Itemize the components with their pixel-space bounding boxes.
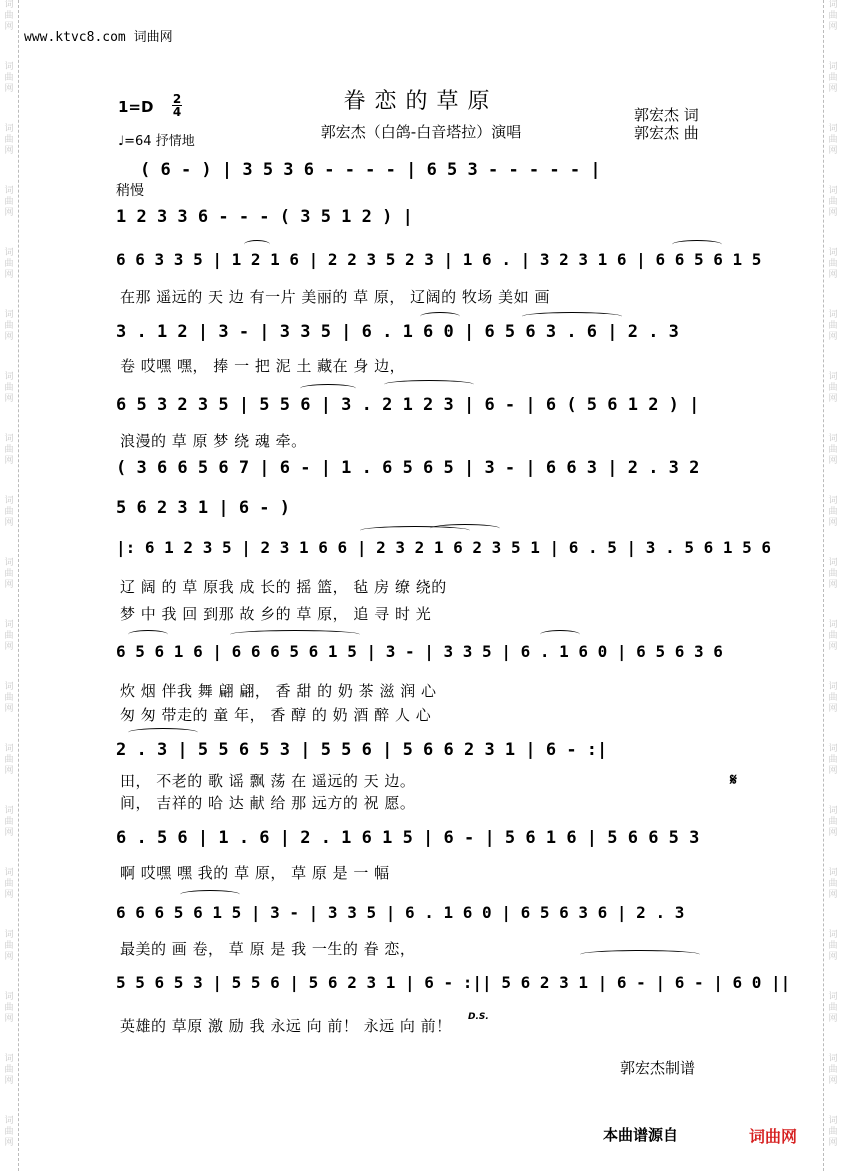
watermark-text: 词 曲 网 xyxy=(828,186,838,218)
slur xyxy=(230,630,360,639)
watermark-text: 词 曲 网 xyxy=(828,868,838,900)
lyric-line-1: 在那 遥远的 天 边 有一片 美丽的 草 原， 辽阔的 牧场 美如 画 xyxy=(120,288,550,306)
watermark-text: 词 曲 网 xyxy=(4,124,14,156)
key-signature: 1=D xyxy=(118,98,154,116)
slur xyxy=(300,384,356,393)
score-line-11: 6 . 5 6 | 1 . 6 | 2 . 1 6 1 5 | 6 - | 5 6 1 6 | 5 6 6 5 3 xyxy=(116,828,700,848)
time-signature-top: 2 xyxy=(172,92,182,106)
score-line-8: |: 6 1 2 3 5 | 2 3 1 6 6 | 2 3 2 1 6 2 3 5 1 | 6 . 5 | 3 . 5 6 1 5 6 xyxy=(116,538,772,557)
lyric-line-8: 田， 不老的 歌 谣 飘 荡 在 遥远的 天 边。 xyxy=(120,772,416,790)
time-signature xyxy=(172,93,182,118)
lyric-line-5: 梦 中 我 回 到那 故 乡的 草 原， 追 寻 时 光 xyxy=(120,605,432,623)
lyric-line-2: 卷 哎嘿 嘿， 捧 一 把 泥 土 藏在 身 边， xyxy=(120,357,406,375)
watermark-text: 词 曲 网 xyxy=(4,372,14,404)
watermark-text: 词 曲 网 xyxy=(828,558,838,590)
slur xyxy=(540,630,580,639)
watermark-text: 词 曲 网 xyxy=(828,806,838,838)
lyric-line-7: 匆 匆 带走的 童 年， 香 醇 的 奶 酒 醉 人 心 xyxy=(120,706,432,724)
composer-credit: 郭宏杰 曲 xyxy=(634,124,699,142)
watermark-text: 词 曲 网 xyxy=(4,310,14,342)
tempo-marking: ♩=64 抒情地 xyxy=(118,134,195,149)
watermark-text: 词 曲 网 xyxy=(828,496,838,528)
lyric-line-3: 浪漫的 草 原 梦 绕 魂 牵。 xyxy=(120,432,307,450)
score-line-5: 6 5 3 2 3 5 | 5 5 6 | 3 . 2 1 2 3 | 6 - | 6 ( 5 6 1 2 ) | xyxy=(116,395,700,415)
slur xyxy=(180,890,240,899)
score-line-1: ( 6 - ) | 3 5 3 6 - - - - | 6 5 3 - - - - - | xyxy=(140,160,601,180)
source-brand: 词曲网 xyxy=(749,1127,798,1146)
lyric-line-4: 辽 阔 的 草 原我 成 长的 摇 篮， 毡 房 缭 绕的 xyxy=(120,578,447,596)
watermark-text: 词 曲 网 xyxy=(4,992,14,1024)
score-line-4: 3 . 1 2 | 3 - | 3 3 5 | 6 . 1 6 0 | 6 5 6 3 . 6 | 2 . 3 xyxy=(116,322,679,342)
watermark-text: 词 曲 网 xyxy=(4,682,14,714)
lyric-line-11: 最美的 画 卷， 草 原 是 我 一生的 眷 恋， xyxy=(120,940,416,958)
watermark-text: 词 曲 网 xyxy=(828,1054,838,1086)
lyric-line-9: 间， 吉祥的 哈 达 献 给 那 远方的 祝 愿。 xyxy=(120,794,416,812)
watermark-text: 词 曲 网 xyxy=(828,62,838,94)
watermark-text: 词 曲 网 xyxy=(4,0,14,32)
watermark-text: 词 曲 网 xyxy=(828,682,838,714)
slur xyxy=(128,728,198,737)
slur xyxy=(128,630,168,639)
watermark-text: 词 曲 网 xyxy=(828,1116,838,1148)
slur xyxy=(420,312,460,321)
watermark-text: 词 曲 网 xyxy=(4,1116,14,1148)
watermark-text: 词 曲 网 xyxy=(828,372,838,404)
watermark-text: 词 曲 网 xyxy=(4,248,14,280)
score-line-12: 6 6 6 5 6 1 5 | 3 - | 3 3 5 | 6 . 1 6 0 | 6 5 6 3 6 | 2 . 3 xyxy=(116,903,685,922)
source-label: 本曲谱源自 xyxy=(603,1126,679,1144)
watermark-text: 词 曲 网 xyxy=(828,124,838,156)
watermark-text: 词 曲 网 xyxy=(828,992,838,1024)
slur xyxy=(244,240,270,249)
watermark-text: 词 曲 网 xyxy=(4,558,14,590)
score-line-9: 6 5 6 1 6 | 6 6 6 5 6 1 5 | 3 - | 3 3 5 | 6 . 1 6 0 | 6 5 6 3 6 xyxy=(116,642,723,661)
watermark-text: 词 曲 网 xyxy=(4,868,14,900)
watermark-text: 词 曲 网 xyxy=(4,1054,14,1086)
time-signature-bottom: 4 xyxy=(172,105,182,119)
site-header: www.ktvc8.com 词曲网 xyxy=(24,30,173,45)
watermark-text: 词 曲 网 xyxy=(4,186,14,218)
watermark-text: 词 曲 网 xyxy=(828,434,838,466)
watermark-text: 词 曲 网 xyxy=(828,930,838,962)
lyric-line-12: 英雄的 草原 激 励 我 永远 向 前！ 永远 向 前！ xyxy=(120,1017,452,1035)
watermark-text: 词 曲 网 xyxy=(828,248,838,280)
song-title: 眷恋的草原 xyxy=(343,89,499,114)
performer-credit: 郭宏杰（白鸽-白音塔拉）演唱 xyxy=(320,123,522,141)
watermark-text: 词 曲 网 xyxy=(4,434,14,466)
watermark-text: 词 曲 网 xyxy=(4,744,14,776)
score-line-13: 5 5 6 5 3 | 5 5 6 | 5 6 2 3 1 | 6 - :|| 5 6 2 3 1 | 6 - | 6 - | 6 0 || xyxy=(116,973,791,992)
score-line-3: 6 6 3 3 5 | 1 2 1 6 | 2 2 3 5 2 3 | 1 6 . | 3 2 3 1 6 | 6 6 5 6 1 5 xyxy=(116,250,762,269)
score-line-7: 5 6 2 3 1 | 6 - ) xyxy=(116,498,290,518)
left-margin-watermark-strip xyxy=(0,0,19,1171)
score-line-10: 2 . 3 | 5 5 6 5 3 | 5 5 6 | 5 6 6 2 3 1 | 6 - :| xyxy=(116,740,608,760)
slur xyxy=(430,524,500,533)
watermark-text: 词 曲 网 xyxy=(828,0,838,32)
slur xyxy=(672,240,722,249)
slur xyxy=(522,312,622,321)
watermark-text: 词 曲 网 xyxy=(4,496,14,528)
watermark-text: 词 曲 网 xyxy=(828,310,838,342)
segno-sign: 𝄋 xyxy=(730,770,737,789)
intro-marking: 稍慢 xyxy=(116,183,144,199)
lyricist-credit: 郭宏杰 词 xyxy=(634,106,699,124)
score-line-6: ( 3 6 6 5 6 7 | 6 - | 1 . 6 5 6 5 | 3 - | 6 6 3 | 2 . 3 2 xyxy=(116,458,700,478)
watermark-text: 词 曲 网 xyxy=(4,930,14,962)
lyric-line-10: 啊 哎嘿 嘿 我的 草 原， 草 原 是 一 幅 xyxy=(120,864,390,882)
watermark-text: 词 曲 网 xyxy=(4,62,14,94)
watermark-text: 词 曲 网 xyxy=(4,806,14,838)
dal-segno-marking: D.S. xyxy=(468,1012,489,1022)
watermark-text: 词 曲 网 xyxy=(828,620,838,652)
watermark-text: 词 曲 网 xyxy=(828,744,838,776)
slur xyxy=(384,380,474,389)
slur xyxy=(580,950,700,959)
watermark-text: 词 曲 网 xyxy=(4,620,14,652)
lyric-line-6: 炊 烟 伴我 舞 翩 翩， 香 甜 的 奶 茶 滋 润 心 xyxy=(120,682,437,700)
right-margin-watermark-strip xyxy=(823,0,842,1171)
score-line-2: 1 2 3 3 6 - - - ( 3 5 1 2 ) | xyxy=(116,207,413,227)
transcriber-credit: 郭宏杰制谱 xyxy=(620,1059,696,1077)
